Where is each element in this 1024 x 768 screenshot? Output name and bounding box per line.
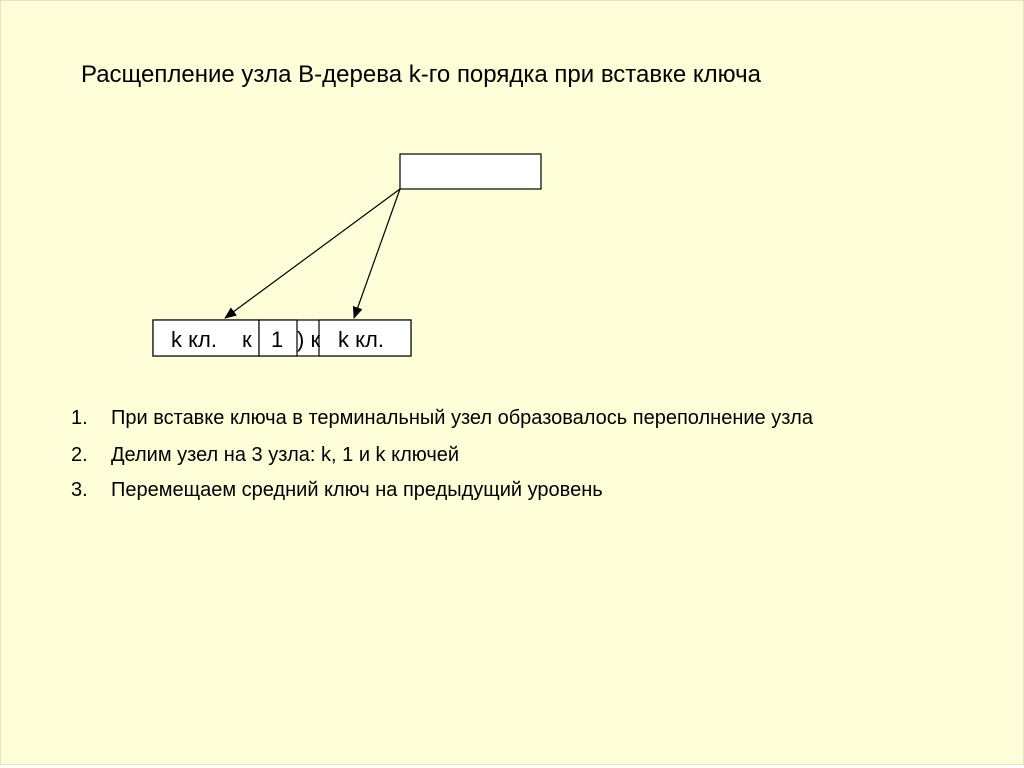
list-item xyxy=(71,444,813,467)
left-child-label: k кл. xyxy=(171,327,217,352)
right-hidden-text: ) к xyxy=(297,327,321,352)
right-child-label: k кл. xyxy=(338,327,384,352)
step-text: Перемещаем средний ключ на предыдущий уровень xyxy=(111,479,603,501)
arrow-to-left-node xyxy=(225,189,400,318)
left-hidden-text: к xyxy=(242,327,252,352)
step-text: Делим узел на 3 узла: k, 1 и k ключей xyxy=(111,444,460,466)
arrow-to-right-node xyxy=(354,189,400,318)
parent-node xyxy=(400,154,541,189)
step-number: 2. xyxy=(71,444,88,466)
step-number: 1. xyxy=(71,407,88,429)
list-item xyxy=(71,407,813,430)
middle-key-label: 1 xyxy=(271,327,284,352)
slide-title: Расщепление узла B-дерева k-го порядка при вставке ключа xyxy=(81,61,762,88)
list-item xyxy=(71,479,813,502)
step-text: При вставке ключа в терминальный узел образовалось переполнение узла xyxy=(111,407,813,429)
steps-list xyxy=(71,407,813,516)
step-number: 3. xyxy=(71,479,88,501)
btree-split-diagram xyxy=(1,1,1024,768)
